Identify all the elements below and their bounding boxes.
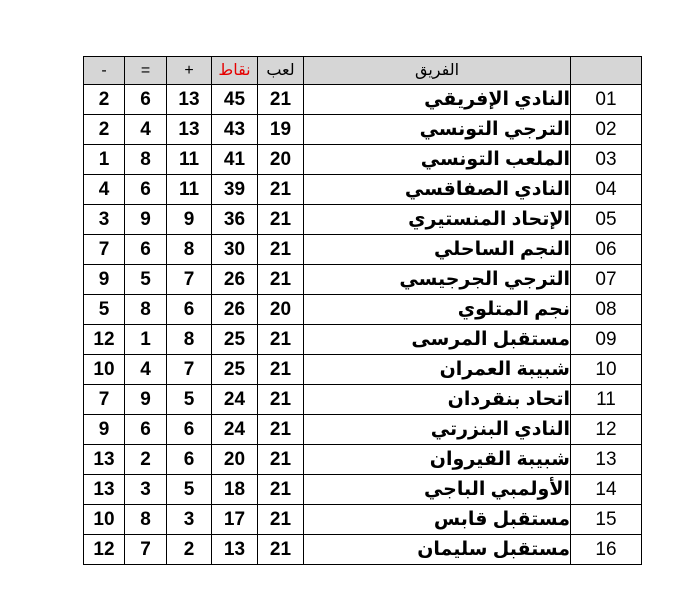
header-points: نقاط (212, 57, 258, 85)
cell-rank: 03 (571, 145, 642, 175)
table-row (84, 175, 642, 205)
cell-won: 7 (167, 265, 212, 295)
cell-won: 9 (167, 205, 212, 235)
cell-team: الأولمبي الباجي (304, 475, 571, 505)
table-row (84, 475, 642, 505)
cell-points: 13 (212, 535, 258, 565)
cell-played: 21 (258, 265, 304, 295)
cell-rank: 11 (571, 385, 642, 415)
cell-lost: 3 (84, 205, 125, 235)
cell-played: 21 (258, 175, 304, 205)
cell-points: 20 (212, 445, 258, 475)
cell-played: 21 (258, 85, 304, 115)
cell-points: 26 (212, 265, 258, 295)
table-row (84, 505, 642, 535)
cell-points: 41 (212, 145, 258, 175)
cell-rank: 15 (571, 505, 642, 535)
cell-lost: 2 (84, 115, 125, 145)
cell-drawn: 8 (125, 145, 167, 175)
cell-rank: 07 (571, 265, 642, 295)
standings-body (84, 85, 642, 565)
cell-won: 2 (167, 535, 212, 565)
cell-rank: 13 (571, 445, 642, 475)
cell-played: 19 (258, 115, 304, 145)
cell-points: 30 (212, 235, 258, 265)
table-row (84, 235, 642, 265)
cell-team: الملعب التونسي (304, 145, 571, 175)
cell-rank: 08 (571, 295, 642, 325)
cell-points: 17 (212, 505, 258, 535)
cell-played: 21 (258, 535, 304, 565)
cell-lost: 9 (84, 265, 125, 295)
cell-drawn: 6 (125, 235, 167, 265)
table-row (84, 145, 642, 175)
cell-team: النادي البنزرتي (304, 415, 571, 445)
cell-played: 21 (258, 235, 304, 265)
header-row (84, 57, 642, 85)
cell-rank: 05 (571, 205, 642, 235)
cell-points: 24 (212, 415, 258, 445)
header-played: لعب (258, 57, 304, 85)
cell-team: الترجي الجرجيسي (304, 265, 571, 295)
cell-played: 21 (258, 355, 304, 385)
standings-table (83, 56, 642, 565)
cell-lost: 7 (84, 235, 125, 265)
table-row (84, 355, 642, 385)
cell-drawn: 8 (125, 505, 167, 535)
cell-won: 3 (167, 505, 212, 535)
table-row (84, 385, 642, 415)
cell-drawn: 6 (125, 415, 167, 445)
table-row (84, 85, 642, 115)
table-row (84, 415, 642, 445)
cell-played: 20 (258, 295, 304, 325)
cell-rank: 04 (571, 175, 642, 205)
cell-points: 24 (212, 385, 258, 415)
cell-rank: 10 (571, 355, 642, 385)
cell-won: 6 (167, 295, 212, 325)
cell-won: 5 (167, 475, 212, 505)
table-row (84, 325, 642, 355)
header-won: + (167, 57, 212, 85)
cell-points: 43 (212, 115, 258, 145)
cell-lost: 1 (84, 145, 125, 175)
cell-lost: 2 (84, 85, 125, 115)
cell-won: 11 (167, 175, 212, 205)
cell-drawn: 9 (125, 205, 167, 235)
cell-won: 11 (167, 145, 212, 175)
cell-rank: 12 (571, 415, 642, 445)
cell-lost: 12 (84, 325, 125, 355)
cell-played: 21 (258, 505, 304, 535)
cell-lost: 10 (84, 505, 125, 535)
cell-points: 36 (212, 205, 258, 235)
cell-drawn: 7 (125, 535, 167, 565)
cell-rank: 14 (571, 475, 642, 505)
cell-rank: 02 (571, 115, 642, 145)
cell-won: 7 (167, 355, 212, 385)
cell-played: 21 (258, 385, 304, 415)
cell-team: شبيبة القيروان (304, 445, 571, 475)
cell-drawn: 6 (125, 85, 167, 115)
cell-team: مستقبل قابس (304, 505, 571, 535)
cell-lost: 12 (84, 535, 125, 565)
cell-drawn: 2 (125, 445, 167, 475)
cell-drawn: 4 (125, 355, 167, 385)
cell-points: 18 (212, 475, 258, 505)
cell-won: 8 (167, 235, 212, 265)
cell-team: النادي الإفريقي (304, 85, 571, 115)
cell-drawn: 1 (125, 325, 167, 355)
cell-won: 5 (167, 385, 212, 415)
header-lost: - (84, 57, 125, 85)
cell-points: 39 (212, 175, 258, 205)
cell-won: 13 (167, 85, 212, 115)
cell-won: 6 (167, 415, 212, 445)
cell-drawn: 9 (125, 385, 167, 415)
cell-rank: 06 (571, 235, 642, 265)
cell-lost: 9 (84, 415, 125, 445)
cell-team: النجم الساحلي (304, 235, 571, 265)
cell-team: شبيبة العمران (304, 355, 571, 385)
cell-team: نجم المتلوي (304, 295, 571, 325)
cell-team: النادي الصفاقسي (304, 175, 571, 205)
cell-played: 21 (258, 205, 304, 235)
cell-team: مستقبل المرسى (304, 325, 571, 355)
table-row (84, 295, 642, 325)
cell-team: اتحاد بنقردان (304, 385, 571, 415)
header-rank (571, 57, 642, 85)
cell-played: 21 (258, 415, 304, 445)
table-row (84, 265, 642, 295)
table-row (84, 445, 642, 475)
cell-played: 21 (258, 325, 304, 355)
cell-played: 20 (258, 145, 304, 175)
table-row (84, 115, 642, 145)
cell-rank: 01 (571, 85, 642, 115)
cell-lost: 10 (84, 355, 125, 385)
header-drawn: = (125, 57, 167, 85)
cell-played: 21 (258, 475, 304, 505)
cell-team: مستقبل سليمان (304, 535, 571, 565)
cell-points: 26 (212, 295, 258, 325)
cell-won: 13 (167, 115, 212, 145)
cell-rank: 09 (571, 325, 642, 355)
cell-lost: 13 (84, 445, 125, 475)
cell-team: الإتحاد المنستيري (304, 205, 571, 235)
table-row (84, 535, 642, 565)
cell-won: 8 (167, 325, 212, 355)
header-team: الفريق (304, 57, 571, 85)
cell-points: 25 (212, 355, 258, 385)
cell-played: 21 (258, 445, 304, 475)
cell-points: 25 (212, 325, 258, 355)
cell-drawn: 5 (125, 265, 167, 295)
cell-lost: 13 (84, 475, 125, 505)
cell-drawn: 6 (125, 175, 167, 205)
cell-won: 6 (167, 445, 212, 475)
cell-drawn: 3 (125, 475, 167, 505)
table-row (84, 205, 642, 235)
cell-drawn: 4 (125, 115, 167, 145)
cell-rank: 16 (571, 535, 642, 565)
cell-lost: 4 (84, 175, 125, 205)
cell-lost: 7 (84, 385, 125, 415)
cell-lost: 5 (84, 295, 125, 325)
cell-drawn: 8 (125, 295, 167, 325)
cell-points: 45 (212, 85, 258, 115)
cell-team: الترجي التونسي (304, 115, 571, 145)
